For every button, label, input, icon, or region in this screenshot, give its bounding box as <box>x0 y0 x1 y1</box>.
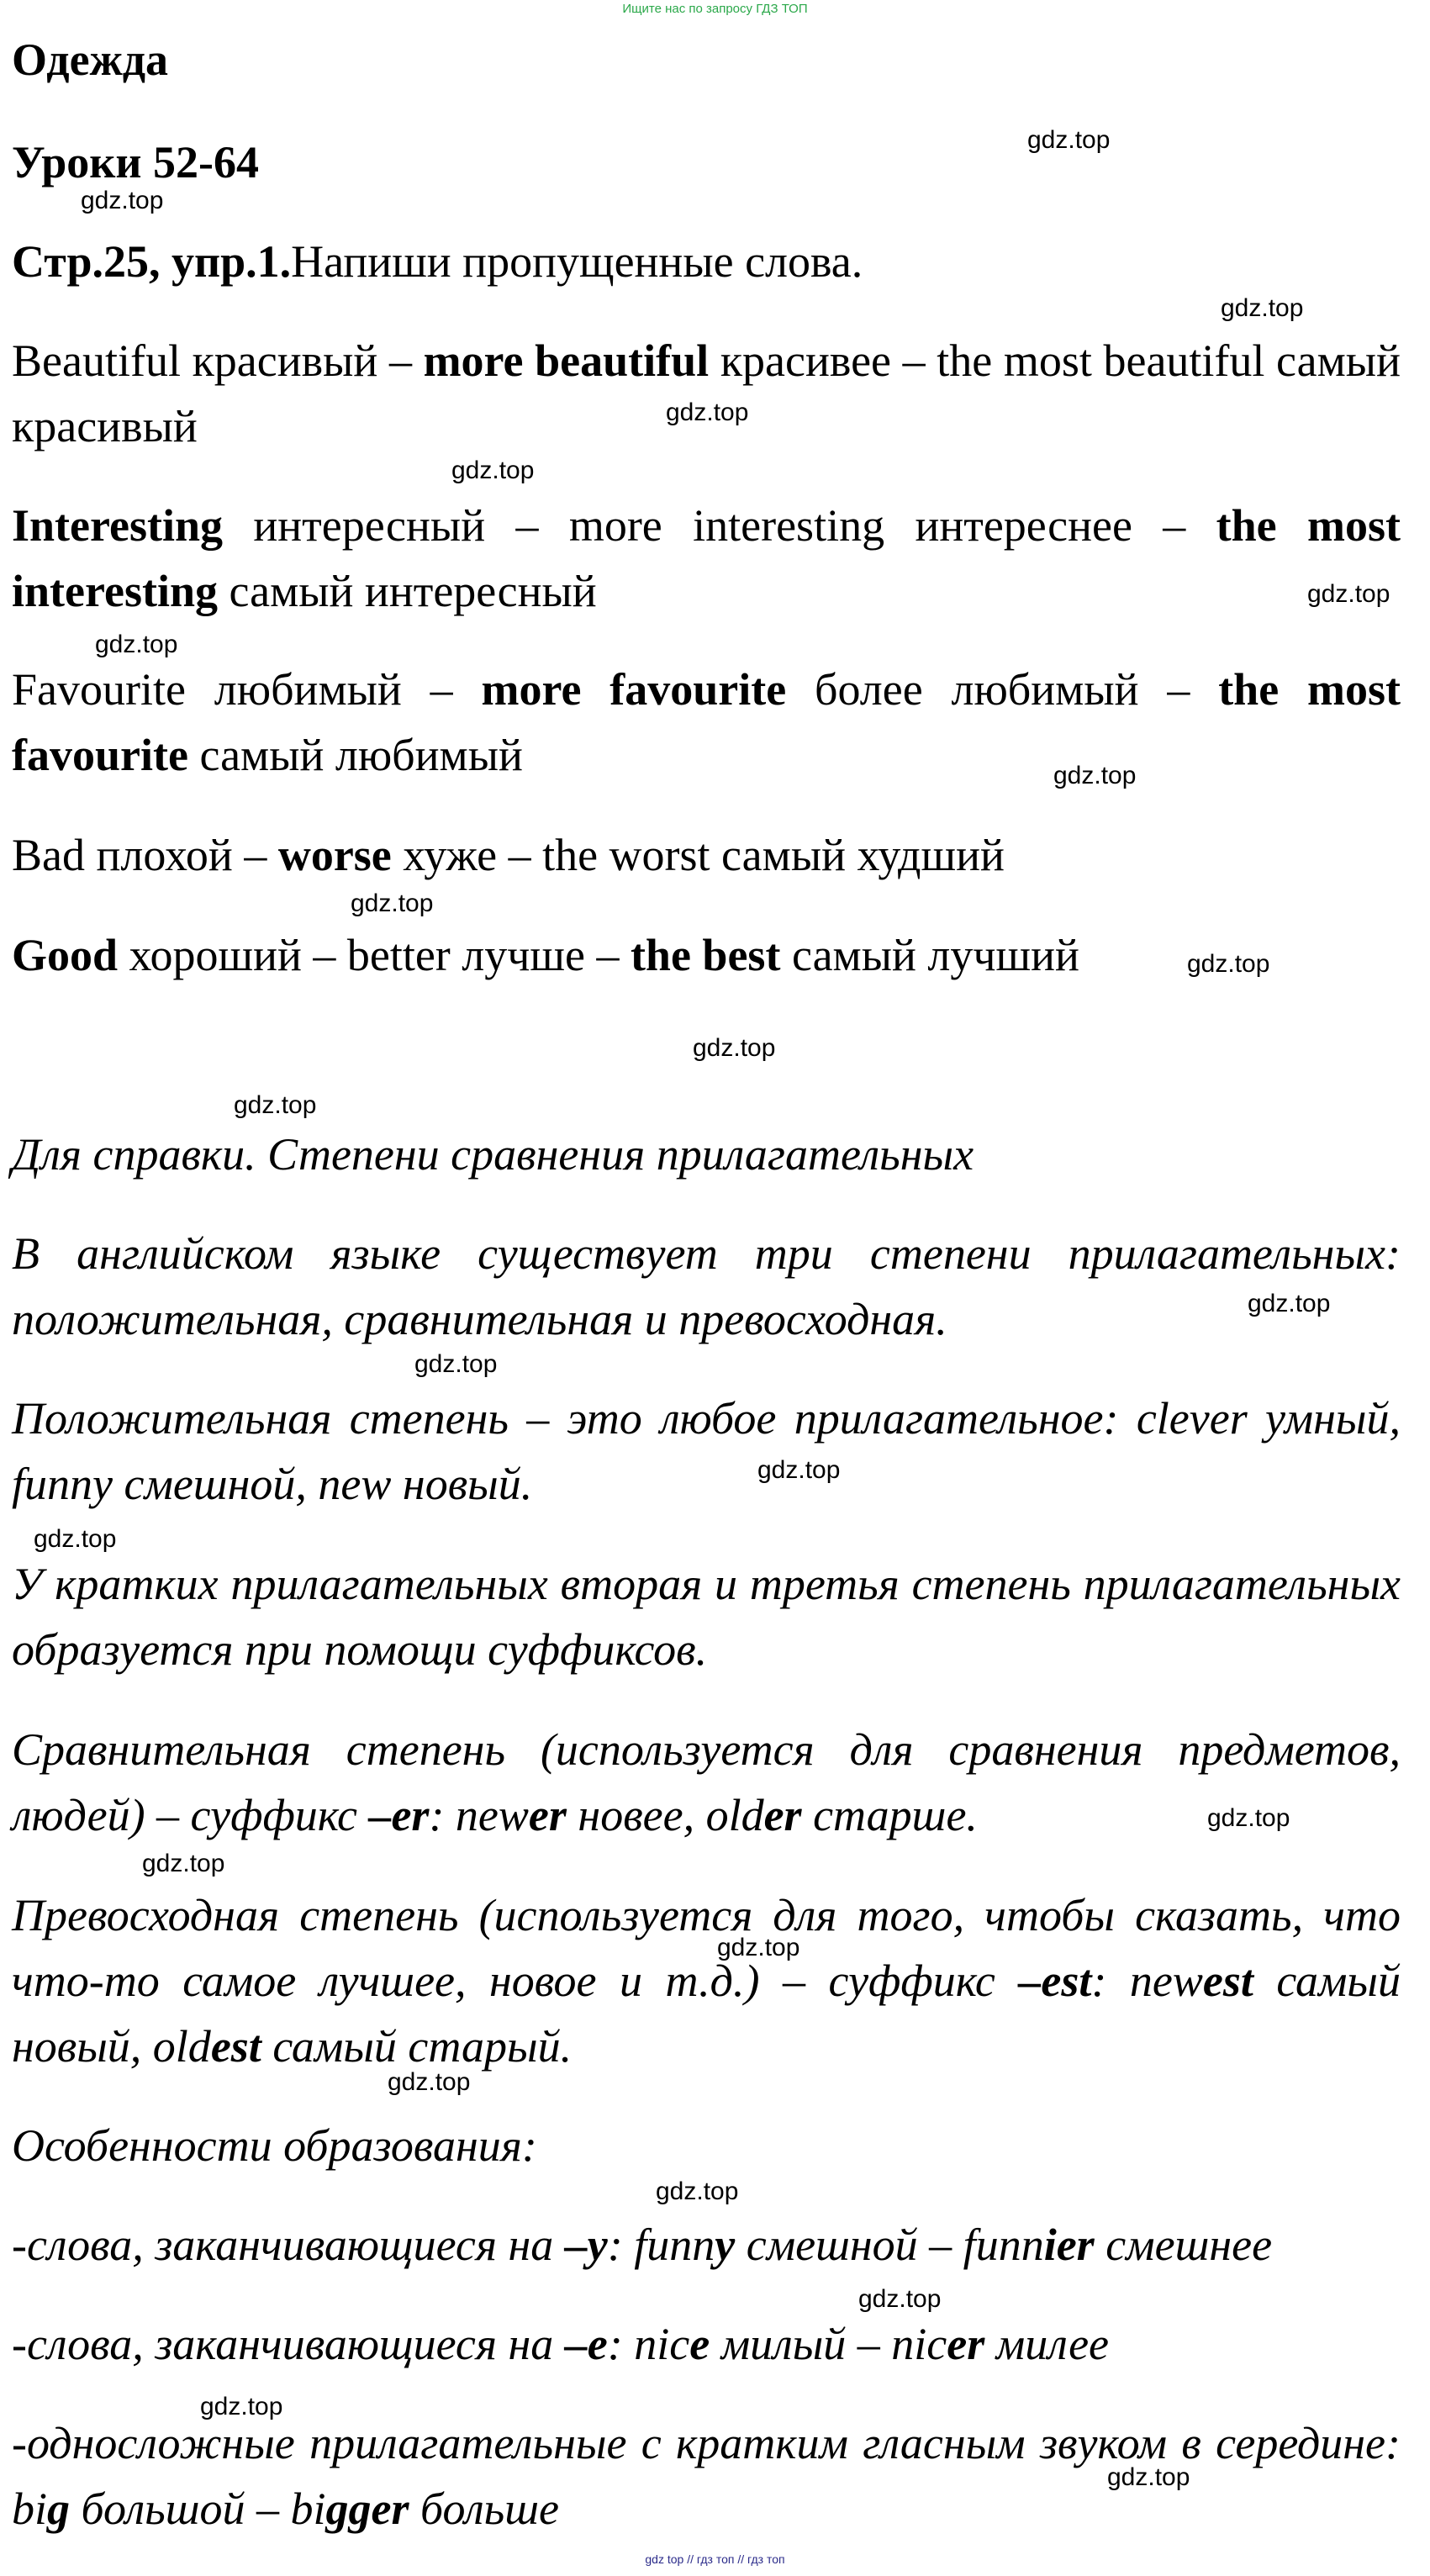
watermark: gdz.top <box>757 1456 841 1484</box>
watermark: gdz.top <box>1053 762 1137 789</box>
watermark: gdz.top <box>666 399 749 426</box>
watermark: gdz.top <box>1248 1290 1331 1317</box>
watermark: gdz.top <box>81 187 164 214</box>
watermark: gdz.top <box>234 1091 317 1119</box>
reference-title: Для справки. Степени сравнения прилагательных <box>12 1129 974 1180</box>
answer-beautiful: Beautiful красивый – more beautiful красивее – the most beautiful самый красивый <box>12 335 1401 451</box>
watermark: gdz.top <box>656 2177 739 2205</box>
watermark: gdz.top <box>200 2393 283 2420</box>
watermark: gdz.top <box>858 2285 942 2313</box>
reference-intro: В английском языке существует три степени прилагательных: положительная, сравнительная и превосходная. <box>12 1228 1401 1344</box>
lessons-heading: Уроки 52-64 <box>12 137 259 187</box>
watermark: gdz.top <box>1187 950 1270 978</box>
watermark: gdz.top <box>1207 1804 1290 1832</box>
reference-positive: Положительная степень – это любое прилагательное: clever умный, funny смешной, new новый. <box>12 1393 1401 1509</box>
watermark: gdz.top <box>95 631 178 658</box>
watermark: gdz.top <box>34 1525 117 1553</box>
watermark: gdz.top <box>388 2068 471 2096</box>
answer-favourite: Favourite любимый – more favourite более любимый – the most favourite самый любимый <box>12 664 1401 780</box>
watermark: gdz.top <box>451 457 535 484</box>
page-title: Одежда <box>12 34 169 85</box>
watermark: gdz.top <box>142 1850 225 1877</box>
watermark: gdz.top <box>717 1934 800 1961</box>
rule-e: -слова, заканчивающиеся на –e: nice милый – nicer милее <box>12 2319 1110 2369</box>
watermark: gdz.top <box>1221 294 1304 322</box>
watermark: gdz.top <box>414 1350 498 1378</box>
reference-superlative: Превосходная степень (используется для того, чтобы сказать, что что-то самое лучшее, новое и т.д.) – суффикс –est: newest самый новый, oldest самый старый. <box>12 1890 1401 2072</box>
watermark: gdz.top <box>351 889 434 917</box>
watermark: gdz.top <box>1027 126 1111 154</box>
bottom-banner: gdz top // гдз топ // гдз топ <box>645 2552 785 2566</box>
exercise-ref: Стр.25, упр.1. <box>12 236 292 287</box>
exercise-heading <box>12 229 1401 294</box>
reference-comparative: Сравнительная степень (используется для сравнения предметов, людей) – суффикс –er: newer новее, older старше. <box>12 1724 1401 1840</box>
rule-big: -односложные прилагательные с кратким гласным звуком в середине: big большой – bigger больше <box>12 2418 1401 2534</box>
answer-good: Good хороший – better лучше – the best самый лучший <box>12 930 1079 980</box>
watermark: gdz.top <box>1307 580 1390 608</box>
watermark: gdz.top <box>1107 2463 1190 2491</box>
watermark: gdz.top <box>693 1034 776 1062</box>
exercise-instruction: Напиши пропущенные слова. <box>291 236 863 287</box>
rule-y: -слова, заканчивающиеся на –y: funny смешной – funnier смешнее <box>12 2220 1273 2270</box>
features-title: Особенности образования: <box>12 2120 537 2171</box>
top-banner: Ищите нас по запросу ГДЗ ТОП <box>622 2 808 16</box>
answer-interesting: Interesting интересный – more interesting интереснее – the most interesting самый интересный <box>12 500 1401 616</box>
answer-bad: Bad плохой – worse хуже – the worst самый худший <box>12 830 1005 880</box>
reference-short-adjectives: У кратких прилагательных вторая и третья степень прилагательных образуется при помощи суффиксов. <box>12 1559 1401 1675</box>
